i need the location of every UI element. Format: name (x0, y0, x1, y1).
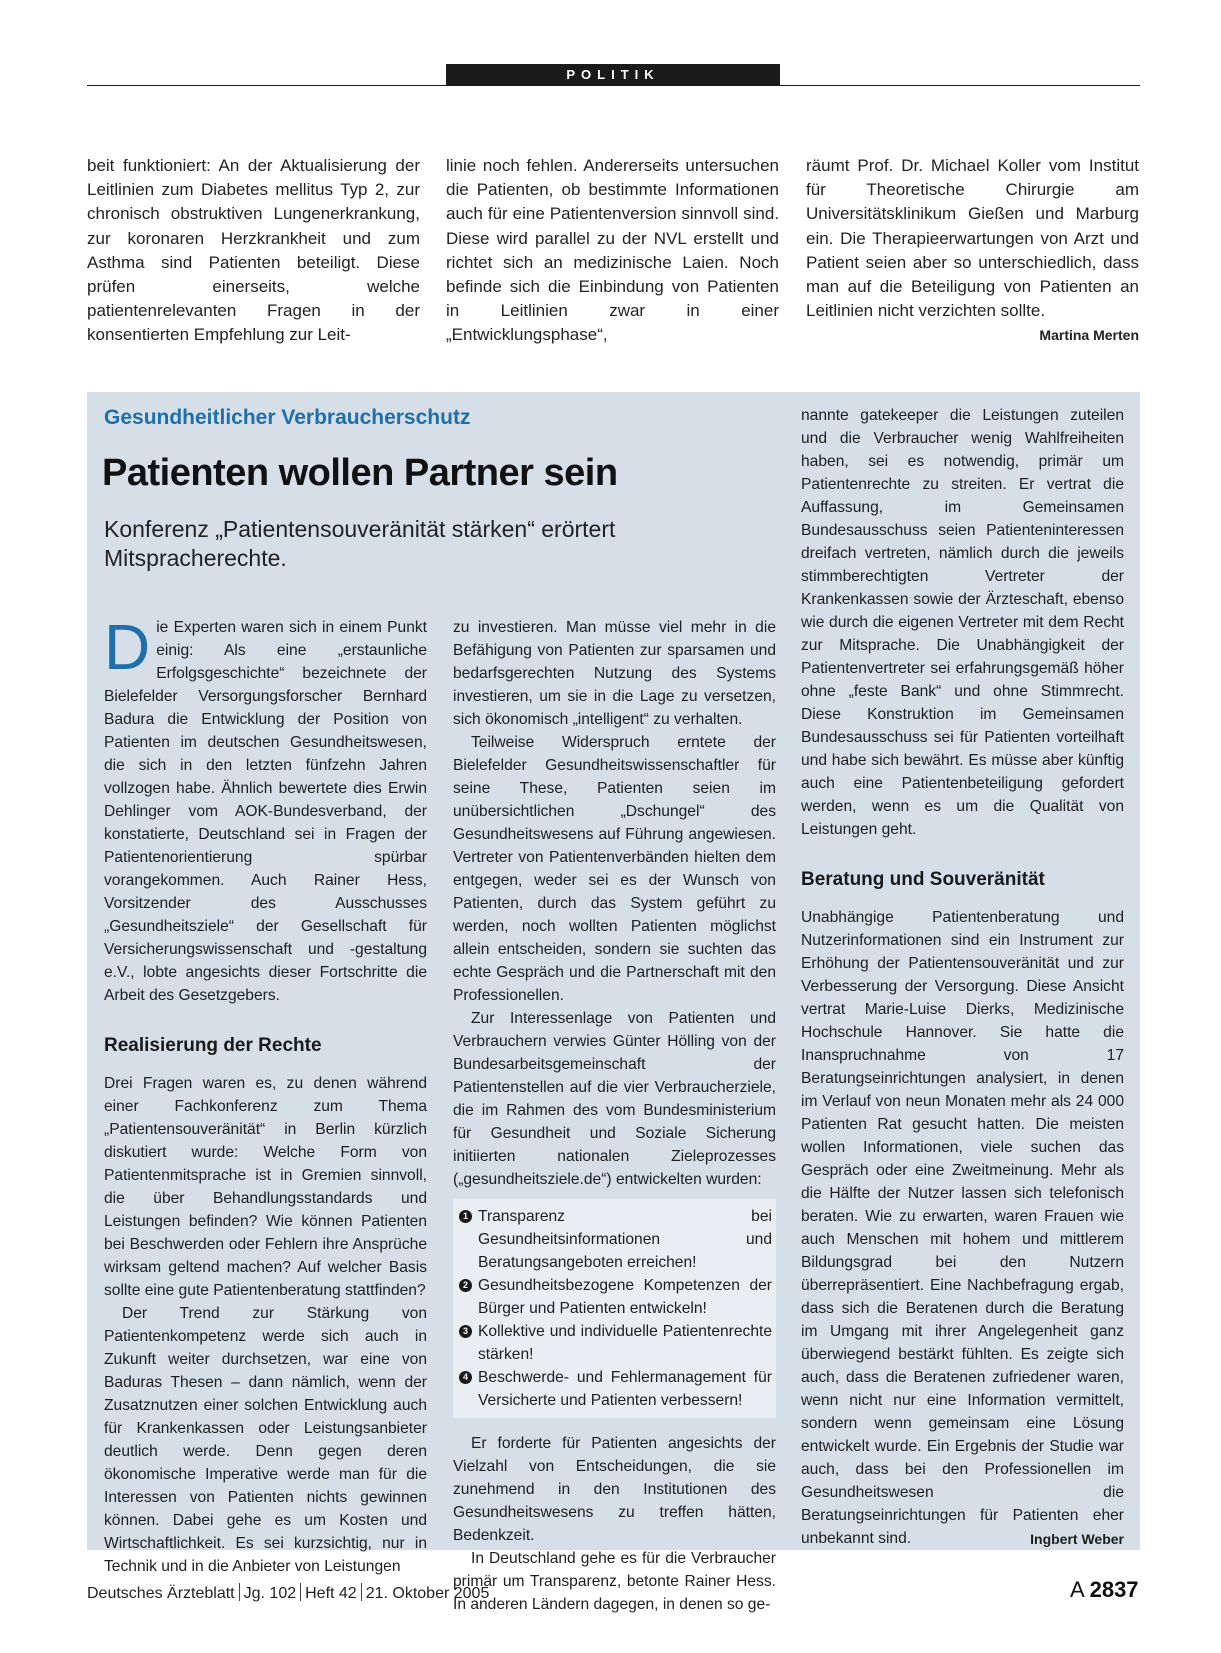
issue: Heft 42 (305, 1585, 357, 1602)
article-column-1 (104, 611, 427, 1578)
page-number-value: 2837 (1089, 1577, 1139, 1602)
subheading-realisierung: Realisierung der Rechte (104, 1035, 322, 1056)
article-headline: Patienten wollen Partner sein (102, 452, 618, 494)
top-article-column-3 (806, 154, 1139, 347)
paragraph: Teilweise Widerspruch erntete der Bielefelder Gesundheitswissenschaftler für seine These, Patienten seien im unübersichtlichen „Dschungel“ des Gesundheitswesens auf Führung angewiesen. Vertreter von Patientenverbänden hielten dem entgegen, weder sei es der Wunsch von Patienten, durch das System geführt zu werden, noch wollten Patienten möglichst allein entscheiden, sondern sie suchten das echte Gespräch und die Partnerschaft mit den Professionellen. (453, 734, 776, 1004)
number-badge-icon: 1 (459, 1210, 472, 1223)
footer-divider (361, 1583, 362, 1601)
paragraph: Drei Fragen waren es, zu denen während einer Fachkonferenz zum Thema „Patientensouveränität“ in Berlin kürzlich diskutiert wurde: Welche Form von Patientenmitsprache ist in Gremien sinnvoll, die über Behandlungsstandards und Leistungen befinden? Wie können Patienten bei Beschwerden oder Fehlern ihre Ansprüche wirksam geltend machen? Auf welcher Basis sollte eine gute Patientenberatung stattfinden? (104, 1075, 427, 1299)
list-item (459, 1320, 772, 1366)
top-article-author: Martina Merten (1039, 327, 1139, 344)
list-item (459, 1366, 772, 1412)
paragraph: nannte gatekeeper die Leistungen zuteilen und die Verbraucher wenig Wahlfreiheiten haben, sei es notwendig, primär um Patientenrechte zu streiten. Er vertrat die Auffassung, im Gemeinsamen Bundesausschuss seien Patienteninteressen dreifach vertreten, nämlich durch die jeweils stimmberechtigten Vertreter der Krankenkassen sowie der Ärzteschaft, ebenso wie durch die eigenen Vertreter mit dem Recht zur Mitsprache. Die Unabhängigkeit der Patientenvertreter sei erfahrungsgemäß höher ohne „feste Bank“ und ohne Stimmrecht. Diese Konstruktion im Gemeinsamen Bundesausschuss sei für Patienten vorteilhaft und habe sich bewährt. Es müsse aber künftig auch eine Patientenbeteiligung gefordert werden, wenn es um die Qualität von Leistungen geht. (801, 407, 1124, 838)
paragraph: Zur Interessenlage von Patienten und Verbrauchern verwies Günter Hölling von der Bundesarbeitsgemeinschaft der Patientenstellen auf die vier Verbraucherziele, die im Rahmen des vom Bundesministerium für Gesundheit und Soziale Sicherung initiierten nationalen Zieleprozesses („gesundheitsziele.de“) entwickelten wurden: (453, 1010, 776, 1188)
footer-divider (300, 1583, 301, 1601)
article-column-2 (453, 616, 776, 1616)
top-article-column-3-text: räumt Prof. Dr. Michael Koller vom Institut für Theoretische Chirurgie am Universitätsklinikum Gießen und Marburg ein. Die Therapieerwartungen von Arzt und Patient seien aber so unterschiedlich, dass man auf die Beteiligung von Patienten an Leitlinien nicht verzichten sollte. (806, 156, 1139, 321)
section-label: POLITIK (446, 64, 780, 85)
article-subhead: Konferenz „Patientensouveränität stärken“ erörtert Mitspracherechte. (104, 516, 616, 571)
page-number (1070, 1577, 1139, 1603)
page-prefix: A (1070, 1577, 1084, 1602)
header-rule (87, 85, 1140, 86)
paragraph: ie Experten waren sich in einem Punkt einig: Als eine „erstaunliche Erfolgsgeschichte“ bezeichnete der Bielefelder Versorgungsforscher Bernhard Badura die Entwicklung der Position von Patienten im deutschen Gesundheitswesen, die sich in den letzten fünfzehn Jahren vollzogen habe. Ähnlich bewertete dies Erwin Dehlinger vom AOK-Bundesverband, der konstatierte, Deutschland sei in Fragen der Patientenorientierung spürbar vorangekommen. Auch Rainer Hess, Vorsitzender des Ausschusses „Gesundheitsziele“ der Gesellschaft für Versicherungswissenschaft und -gestaltung e.V., lobte angesichts dieser Fortschritte die Arbeit des Gesetzgebers. (104, 619, 427, 1004)
top-article-column-2: linie noch fehlen. Andererseits untersuchen die Patienten, ob bestimmte Informationen auch für eine Patientenversion sinnvoll sind. Diese wird parallel zu der NVL erstellt und richtet sich an medizinische Laien. Noch befinde sich die Einbindung von Patienten in Leitlinien zwar in einer „Entwicklungsphase“, (446, 156, 779, 345)
footer-divider (239, 1583, 240, 1601)
subheading-beratung: Beratung und Souveränität (801, 869, 1045, 890)
drop-cap: D (104, 611, 151, 683)
paragraph: Unabhängige Patientenberatung und Nutzerinformationen sind ein Instrument zur Erhöhung der Patientensouveränität und zur Verbesserung der Versorgung. Diese Ansicht vertrat Marie-Luise Dierks, Medizinische Hochschule Hannover. Sie hatte die Inanspruchnahme von 17 Beratungseinrichtungen analysiert, in denen im Verlauf von neun Monaten mehr als 24 000 Patienten Rat gesucht hatten. Die meisten wollen Informationen, viele suchen das Gespräch oder eine Zweitmeinung. Mehr als die Hälfte der Nutzer lassen sich telefonisch beraten. Wie zu erwarten, waren Frauen wie auch Menschen mit hohem und mittlerem Bildungsgrad bei den Nutzern überrepräsentiert. Eine Nachbefragung ergab, dass sich die Beratenen durch die Beratung im Umgang mit ihrer Angelegenheit ganz überwiegend bestärkt fühlten. Es zeigte sich auch, dass die Beratenen zufriedener waren, wenn nicht nur eine Information vermittelt, sondern wenn gemeinsam eine Lösung entwickelt wurde. Ein Ergebnis der Studie war auch, dass bei den Professionellen im Gesundheitswesen die Beratungseinrichtungen für Patienten eher unbekannt sind. (801, 909, 1124, 1547)
number-badge-icon: 4 (459, 1371, 472, 1384)
paragraph: Der Trend zur Stärkung von Patientenkompetenz werde sich auch in Zukunft weiter durchsetzen, war eine von Baduras Thesen – dann nämlich, wenn der Zusatznutzen einer solchen Entwicklung auch für Krankenkassen oder Leistungsanbieter deutlich werde. Denn gegen deren ökonomische Imperative werde man für die Interessen von Patienten nichts gewinnen können. Dabei gehe es um Kosten und Wirtschaftlichkeit. Es sei kurzsichtig, nur in Technik und in die Anbieter von Leistungen (104, 1305, 427, 1575)
journal-name: Deutsches Ärzteblatt (87, 1585, 235, 1602)
article-column-3 (801, 404, 1124, 1551)
consumer-goals-list (453, 1199, 776, 1418)
list-item-text: Gesundheitsbezogene Kompetenzen der Bürger und Patienten entwickeln! (478, 1277, 772, 1317)
paragraph: Er forderte für Patienten angesichts der Vielzahl von Entscheidungen, die sie zunehmend in den Institutionen des Gesundheitswesens zu treffen hätten, Bedenkzeit. (453, 1435, 776, 1544)
paragraph: zu investieren. Man müsse viel mehr in die Befähigung von Patienten zur sparsamen und bedarfsgerechten Nutzung des Systems investieren, um sie in die Lage zu versetzen, sich ökonomisch „intelligent“ zu verhalten. (453, 619, 776, 728)
list-item (459, 1205, 772, 1274)
page-footer (87, 1583, 489, 1603)
volume: Jg. 102 (243, 1585, 297, 1602)
list-item-text: Kollektive und individuelle Patientenrechte stärken! (478, 1323, 772, 1363)
top-article-column-1: beit funktioniert: An der Aktualisierung der Leitlinien zum Diabetes mellitus Typ 2, zur chronisch obstruktiven Lungenerkrankung, zur koronaren Herzkrankheit und zum Asthma sind Patienten beteiligt. Diese prüfen einerseits, welche patientenrelevanten Fragen in der konsentierten Empfehlung zur Leit- (87, 156, 420, 345)
issue-date: 21. Oktober 2005 (365, 1585, 490, 1602)
paragraph: In Deutschland gehe es für die Verbraucher primär um Transparenz, betonte Rainer Hess. In anderen Ländern dagegen, in denen so ge- (453, 1550, 776, 1613)
article-author: Ingbert Weber (1030, 1531, 1124, 1547)
number-badge-icon: 3 (459, 1325, 472, 1338)
list-item-text: Transparenz bei Gesundheitsinformationen und Beratungsangeboten erreichen! (478, 1208, 772, 1271)
article-kicker: Gesundheitlicher Verbraucherschutz (104, 406, 471, 429)
list-item (459, 1274, 772, 1320)
number-badge-icon: 2 (459, 1279, 472, 1292)
list-item-text: Beschwerde- und Fehlermanagement für Versicherte und Patienten verbessern! (478, 1369, 772, 1409)
